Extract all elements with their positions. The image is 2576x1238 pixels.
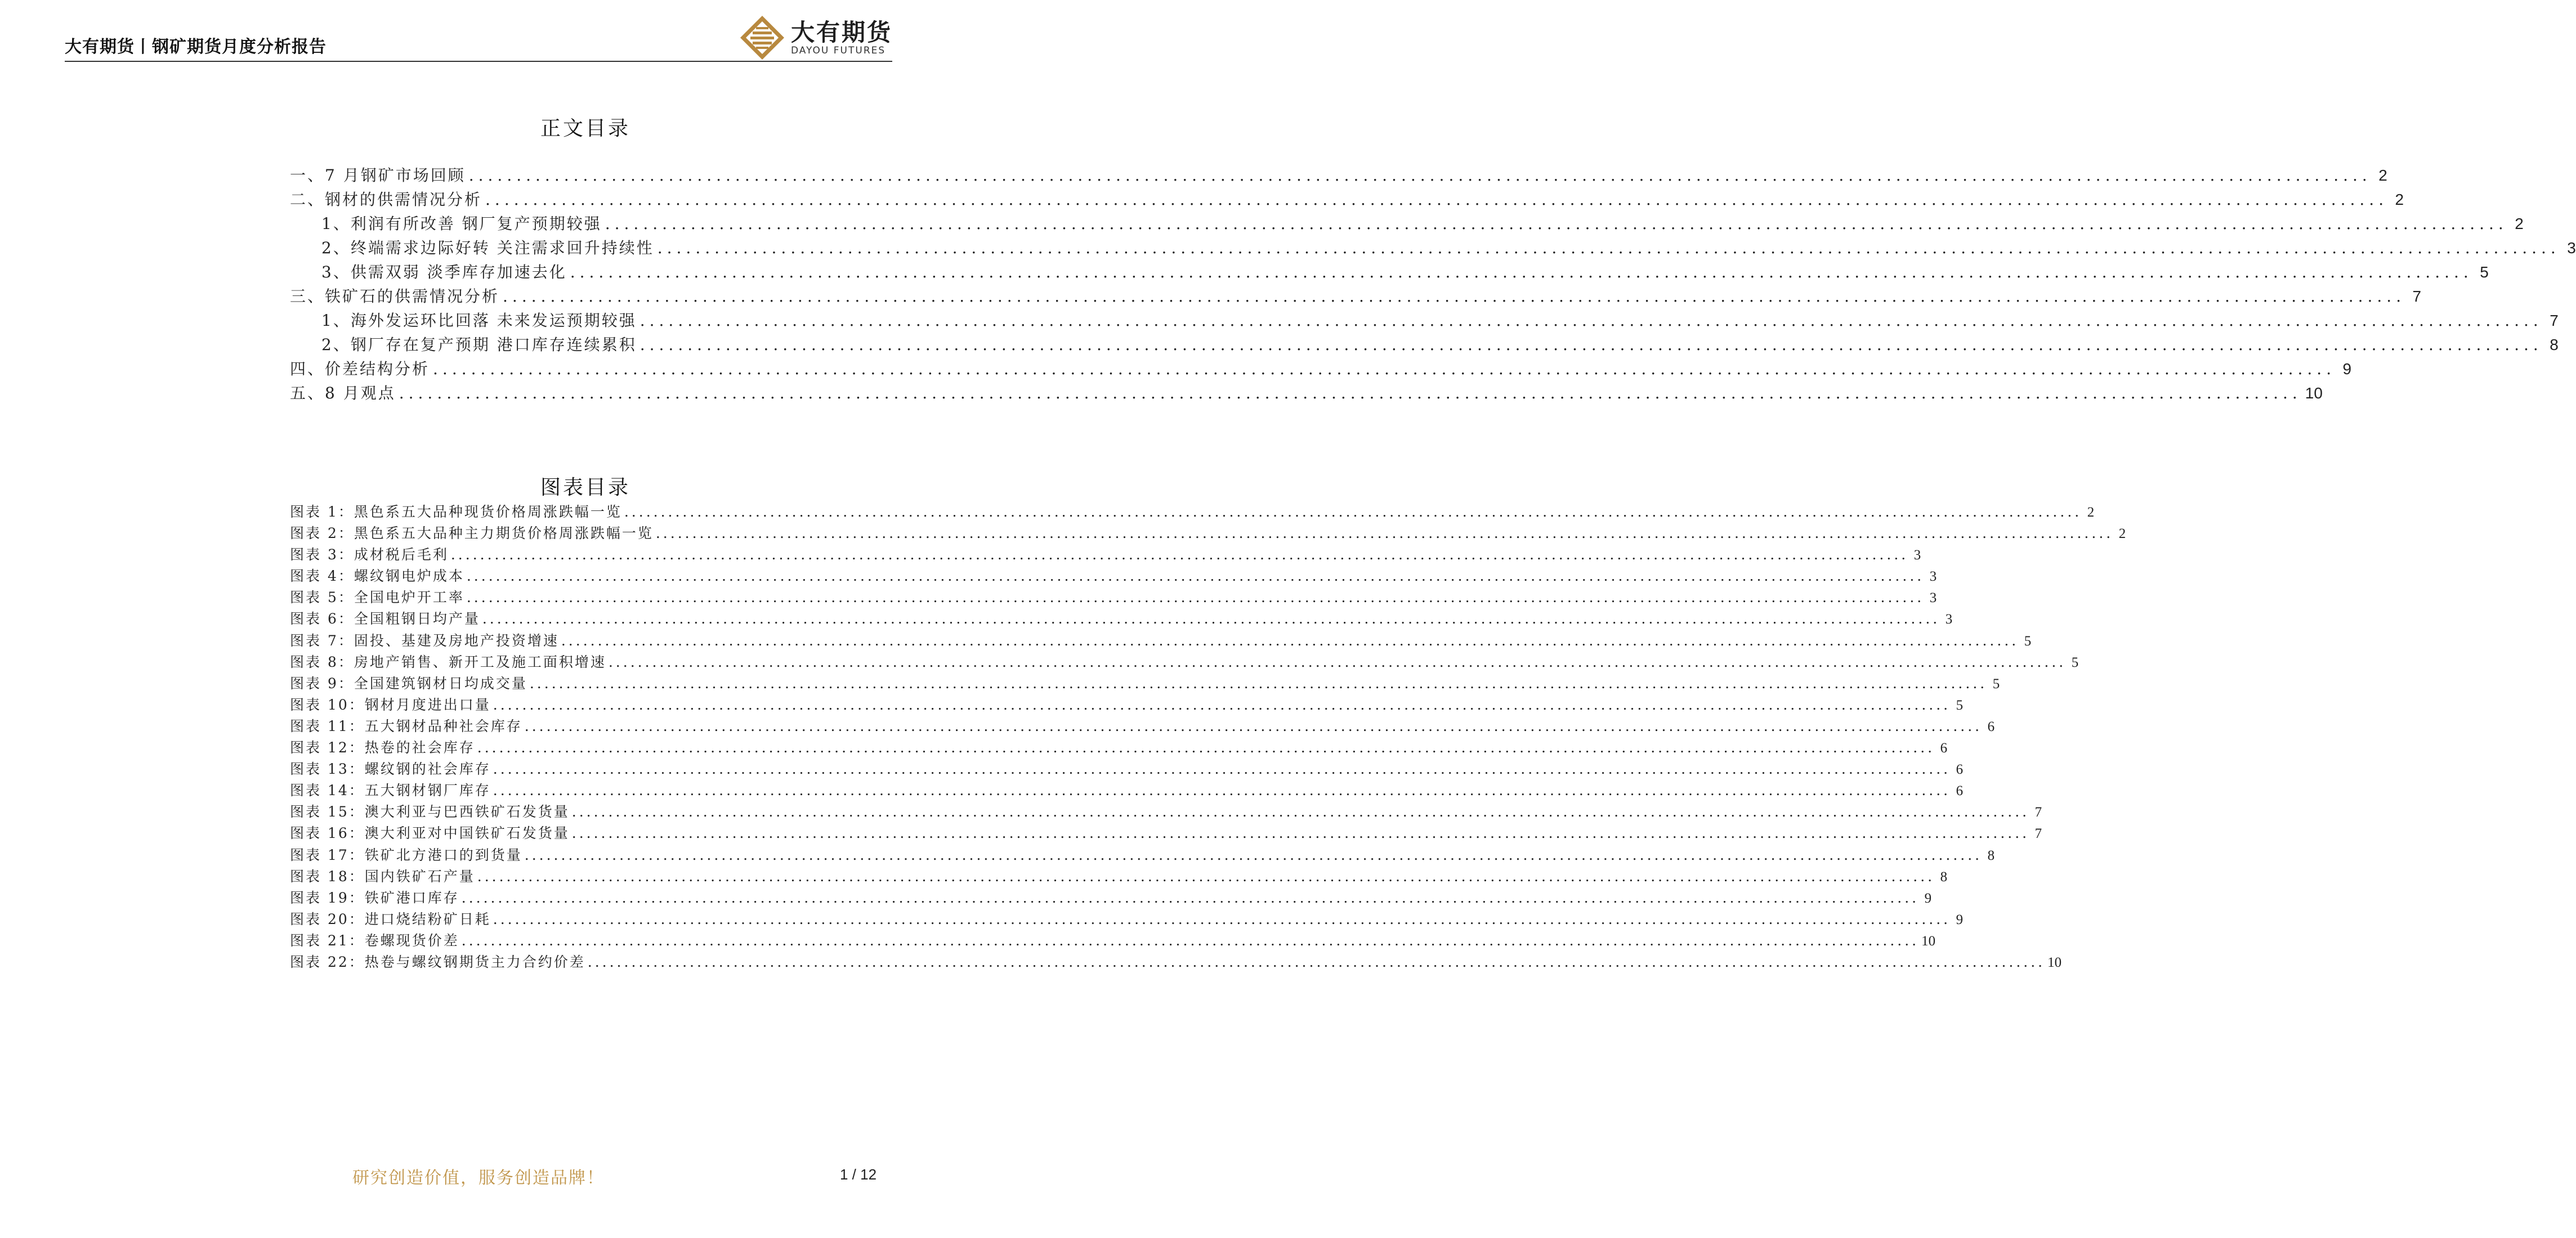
dot-leader: ........................................................................................................................................................................................................ bbox=[503, 287, 2406, 306]
figure-entry-page: 5 bbox=[2071, 654, 2079, 670]
toc-title: 正文目录 bbox=[540, 117, 630, 140]
figure-entry[interactable] bbox=[290, 844, 1995, 865]
figure-entry-label: 图表 14：五大钢材钢厂库存 bbox=[290, 782, 491, 799]
toc-entry-label: 3、供需双弱 淡季库存加速去化 bbox=[321, 263, 567, 281]
dot-leader: ........................................................................................................................................................................................................ bbox=[468, 166, 2372, 185]
footer-slogan: 研究创造价值，服务创造品牌！ bbox=[352, 1168, 605, 1188]
figure-entry-label: 图表 1：黑色系五大品种现货价格周涨跌幅一览 bbox=[290, 504, 622, 520]
dot-leader: ........................................................................................................................................................................................................ bbox=[461, 889, 1920, 906]
figure-entry[interactable] bbox=[290, 522, 2126, 544]
figure-entry-label: 图表 7：固投、基建及房地产投资增速 bbox=[290, 632, 559, 649]
figure-list bbox=[290, 501, 2126, 972]
figure-entry-label: 图表 17：铁矿北方港口的到货量 bbox=[290, 846, 522, 863]
figure-entry[interactable] bbox=[290, 865, 1948, 887]
dot-leader: ........................................................................................................................................................................................................ bbox=[561, 632, 2019, 649]
dot-leader: ........................................................................................................................................................................................................ bbox=[624, 504, 2082, 520]
page-number: 1 / 12 bbox=[840, 1166, 877, 1183]
toc-entry-label: 1、利润有所改善 钢厂复产预期较强 bbox=[321, 214, 602, 233]
dot-leader: ........................................................................................................................................................................................................ bbox=[570, 263, 2473, 281]
figure-entry-label: 图表 5：全国电炉开工率 bbox=[290, 589, 464, 606]
toc-entry-label: 2、钢厂存在复产预期 港口库存连续累积 bbox=[321, 335, 637, 354]
dot-leader: ........................................................................................................................................................................................................ bbox=[608, 653, 2067, 670]
figure-entry-page: 10 bbox=[1921, 933, 1936, 949]
toc-entry-label: 二、钢材的供需情况分析 bbox=[290, 190, 482, 209]
figure-entry-page: 10 bbox=[2047, 954, 2062, 970]
figure-entry[interactable] bbox=[290, 758, 1964, 779]
figure-entry-page: 7 bbox=[2034, 805, 2042, 820]
figure-entry-label: 图表 16：澳大利亚对中国铁矿石发货量 bbox=[290, 825, 570, 842]
toc-entry[interactable] bbox=[290, 333, 2559, 357]
dot-leader: ........................................................................................................................................................................................................ bbox=[477, 868, 1935, 885]
dot-leader: ........................................................................................................................................................................................................ bbox=[493, 782, 1951, 799]
figure-entry-page: 3 bbox=[1929, 590, 1937, 606]
dot-leader: ........................................................................................................................................................................................................ bbox=[482, 611, 1940, 627]
dot-leader: ........................................................................................................................................................................................................ bbox=[571, 825, 2030, 842]
figure-entry-label: 图表 15：澳大利亚与巴西铁矿石发货量 bbox=[290, 804, 570, 820]
toc-entry[interactable] bbox=[290, 163, 2387, 187]
toc-entry-label: 五、8 月观点 bbox=[290, 384, 396, 402]
figure-entry-page: 9 bbox=[1956, 912, 1964, 927]
toc-entry-page: 10 bbox=[2305, 384, 2323, 402]
figure-entry-label: 图表 8：房地产销售、新开工及施工面积增速 bbox=[290, 653, 606, 670]
dot-leader: ........................................................................................................................................................................................................ bbox=[571, 804, 2030, 820]
figure-entry-label: 图表 22：热卷与螺纹钢期货主力合约价差 bbox=[290, 953, 585, 970]
toc-entry[interactable] bbox=[290, 187, 2404, 212]
toc-entry-label: 2、终端需求边际好转 关注需求回升持续性 bbox=[321, 239, 654, 257]
figure-entry-page: 6 bbox=[1956, 783, 1964, 799]
figure-entry[interactable] bbox=[290, 672, 2000, 694]
toc-entry-page: 2 bbox=[2378, 167, 2387, 184]
toc-entry-page: 3 bbox=[2567, 239, 2576, 257]
dot-leader: ........................................................................................................................................................................................................ bbox=[461, 932, 1920, 949]
figure-list-title: 图表目录 bbox=[540, 476, 630, 499]
toc-entry-label: 四、价差结构分析 bbox=[290, 360, 430, 378]
dot-leader: ........................................................................................................................................................................................................ bbox=[524, 846, 1983, 863]
figure-entry-label: 图表 18：国内铁矿石产量 bbox=[290, 868, 475, 885]
figure-entry-label: 图表 3：成材税后毛利 bbox=[290, 546, 449, 563]
toc-entry[interactable] bbox=[290, 357, 2352, 381]
dayou-diamond-logo-icon bbox=[739, 15, 785, 61]
dot-leader: ........................................................................................................................................................................................................ bbox=[493, 761, 1951, 778]
dot-leader: ........................................................................................................................................................................................................ bbox=[493, 910, 1951, 927]
figure-entry[interactable] bbox=[290, 608, 1953, 629]
figure-entry-page: 3 bbox=[1913, 548, 1921, 563]
toc-entry-page: 5 bbox=[2480, 263, 2489, 281]
figure-entry[interactable] bbox=[290, 908, 1964, 930]
figure-entry[interactable] bbox=[290, 822, 2042, 844]
toc-entry-page: 7 bbox=[2412, 288, 2422, 305]
figure-entry-page: 6 bbox=[1956, 762, 1964, 778]
dot-leader: ........................................................................................................................................................................................................ bbox=[639, 335, 2543, 354]
toc-entry[interactable] bbox=[290, 236, 2576, 260]
figure-entry-label: 图表 9：全国建筑钢材日均成交量 bbox=[290, 675, 527, 692]
figure-entry-page: 9 bbox=[1924, 890, 1932, 906]
figure-entry-label: 图表 13：螺纹钢的社会库存 bbox=[290, 761, 491, 778]
figure-entry-page: 8 bbox=[1987, 847, 1995, 863]
figure-entry[interactable] bbox=[290, 694, 1964, 715]
table-of-contents bbox=[290, 163, 2576, 405]
figure-entry[interactable] bbox=[290, 737, 1948, 758]
figure-entry[interactable] bbox=[290, 801, 2042, 822]
dot-leader: ........................................................................................................................................................................................................ bbox=[639, 311, 2543, 330]
figure-entry-label: 图表 10：钢材月度进出口量 bbox=[290, 696, 491, 713]
dot-leader: ........................................................................................................................................................................................................ bbox=[477, 739, 1935, 756]
toc-entry-label: 一、7 月钢矿市场回顾 bbox=[290, 166, 466, 185]
logo-chinese-name: 大有期货 bbox=[790, 19, 892, 46]
toc-entry-label: 1、海外发运环比回落 未来发运预期较强 bbox=[321, 311, 637, 330]
report-title: 大有期货丨钢矿期货月度分析报告 bbox=[65, 37, 327, 57]
figure-entry-label: 图表 2：黑色系五大品种主力期货价格周涨跌幅一览 bbox=[290, 525, 654, 542]
figure-entry-page: 3 bbox=[1945, 612, 1953, 627]
dot-leader: ........................................................................................................................................................................................................ bbox=[655, 525, 2114, 542]
toc-entry[interactable] bbox=[290, 260, 2489, 284]
figure-entry-label: 图表 21：卷螺现货价差 bbox=[290, 932, 459, 949]
dot-leader: ........................................................................................................................................................................................................ bbox=[587, 953, 2046, 970]
figure-entry-page: 6 bbox=[1940, 741, 1948, 756]
dot-leader: ........................................................................................................................................................................................................ bbox=[466, 589, 1925, 606]
figure-entry-page: 6 bbox=[1987, 719, 1995, 734]
dot-leader: ........................................................................................................................................................................................................ bbox=[485, 190, 2389, 209]
figure-entry-label: 图表 4：螺纹钢电炉成本 bbox=[290, 568, 464, 585]
toc-entry-page: 2 bbox=[2515, 215, 2524, 232]
figure-entry-page: 8 bbox=[1940, 869, 1948, 885]
dot-leader: ........................................................................................................................................................................................................ bbox=[433, 360, 2336, 378]
figure-entry[interactable] bbox=[290, 630, 2032, 651]
toc-entry[interactable] bbox=[290, 308, 2559, 333]
figure-entry[interactable] bbox=[290, 544, 1921, 565]
figure-entry[interactable] bbox=[290, 565, 1937, 586]
toc-entry[interactable] bbox=[290, 381, 2323, 405]
figure-entry-page: 2 bbox=[2118, 526, 2126, 542]
figure-entry[interactable] bbox=[290, 951, 2062, 972]
dot-leader: ........................................................................................................................................................................................................ bbox=[399, 384, 2302, 402]
dot-leader: ........................................................................................................................................................................................................ bbox=[605, 214, 2508, 233]
figure-entry-label: 图表 20：进口烧结粉矿日耗 bbox=[290, 910, 491, 927]
dot-leader: ........................................................................................................................................................................................................ bbox=[524, 717, 1983, 734]
dot-leader: ........................................................................................................................................................................................................ bbox=[493, 696, 1951, 713]
figure-entry-page: 5 bbox=[1992, 676, 2000, 692]
figure-entry[interactable] bbox=[290, 887, 1932, 908]
figure-entry[interactable] bbox=[290, 586, 1937, 608]
dot-leader: ........................................................................................................................................................................................................ bbox=[466, 568, 1925, 585]
toc-entry-page: 8 bbox=[2550, 336, 2559, 353]
figure-entry[interactable] bbox=[290, 651, 2079, 672]
figure-entry-page: 5 bbox=[2024, 633, 2032, 649]
figure-entry-label: 图表 6：全国粗钢日均产量 bbox=[290, 611, 480, 627]
figure-entry-page: 5 bbox=[1956, 697, 1964, 713]
figure-entry-page: 2 bbox=[2087, 505, 2095, 520]
figure-entry[interactable] bbox=[290, 501, 2095, 522]
page-header bbox=[65, 16, 892, 62]
toc-entry-page: 2 bbox=[2395, 191, 2404, 208]
figure-entry-page: 3 bbox=[1929, 569, 1937, 585]
toc-entry-label: 三、铁矿石的供需情况分析 bbox=[290, 287, 500, 306]
dot-leader: ........................................................................................................................................................................................................ bbox=[529, 675, 1988, 692]
dot-leader: ........................................................................................................................................................................................................ bbox=[450, 546, 1909, 563]
figure-entry[interactable] bbox=[290, 779, 1964, 801]
dot-leader: ........................................................................................................................................................................................................ bbox=[657, 239, 2560, 257]
figure-entry-label: 图表 12：热卷的社会库存 bbox=[290, 739, 475, 756]
figure-entry[interactable] bbox=[290, 715, 1995, 737]
figure-entry[interactable] bbox=[290, 930, 1936, 951]
toc-entry[interactable] bbox=[290, 284, 2422, 308]
toc-entry-page: 9 bbox=[2342, 360, 2352, 378]
toc-entry-page: 7 bbox=[2550, 312, 2559, 329]
company-logo bbox=[739, 16, 892, 60]
figure-entry-page: 7 bbox=[2034, 826, 2042, 842]
logo-english-name: DAYOU FUTURES bbox=[790, 45, 886, 56]
figure-entry-label: 图表 19：铁矿港口库存 bbox=[290, 889, 459, 906]
figure-entry-label: 图表 11：五大钢材品种社会库存 bbox=[290, 717, 522, 734]
toc-entry[interactable] bbox=[290, 212, 2524, 236]
